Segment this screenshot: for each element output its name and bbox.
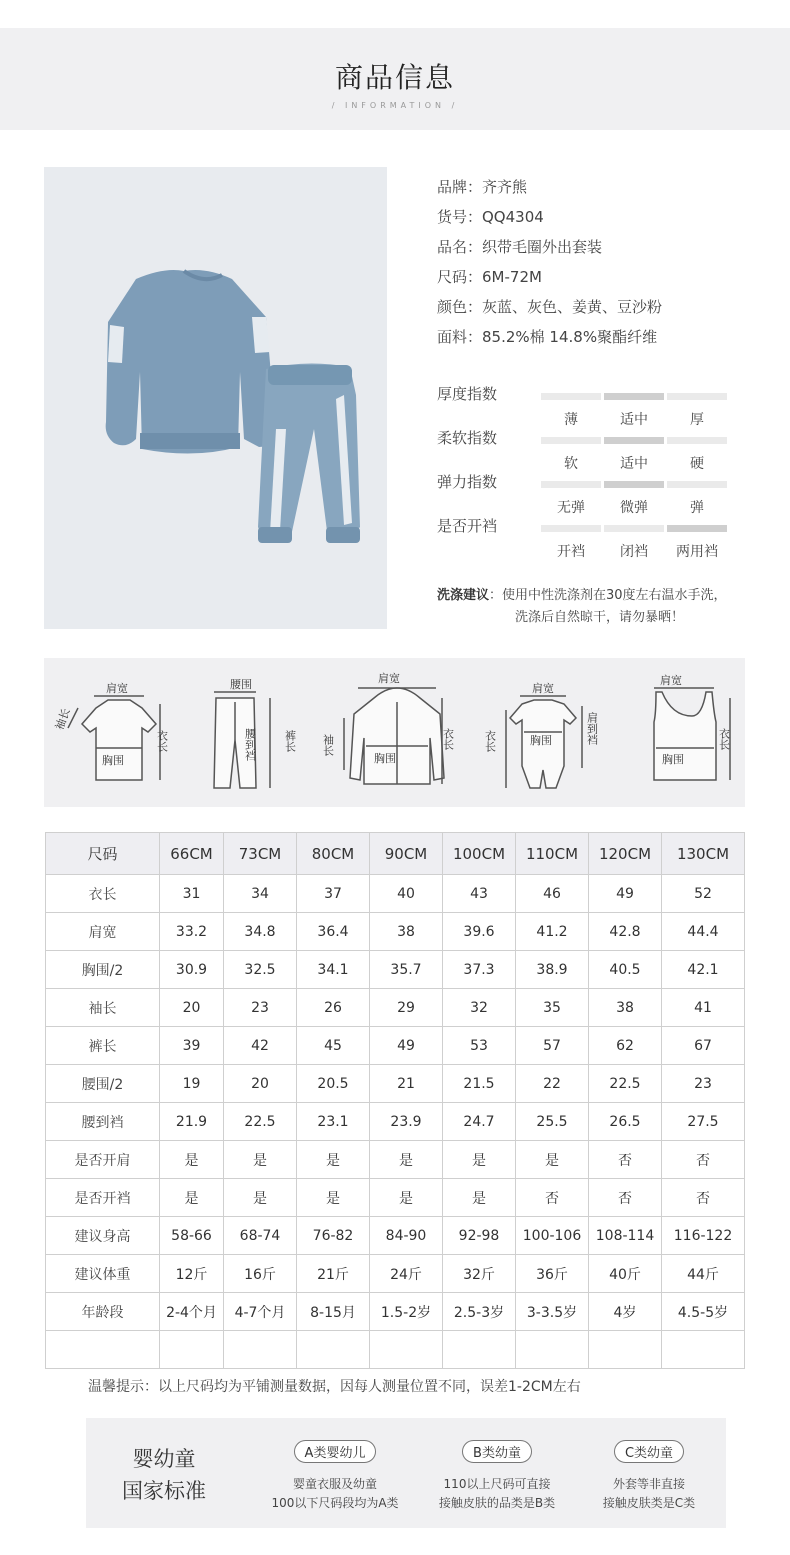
table-cell: 16斤 xyxy=(224,1255,297,1293)
garment-diagrams xyxy=(44,658,745,807)
table-size-header: 80CM xyxy=(297,833,370,875)
table-cell: 42.1 xyxy=(662,951,745,989)
table-row-label xyxy=(46,1331,160,1369)
table-row xyxy=(46,1065,745,1103)
table-cell: 37.3 xyxy=(443,951,516,989)
index-label: 闭裆 xyxy=(620,544,648,560)
info-header xyxy=(0,28,790,130)
index-label: 适中 xyxy=(620,412,648,428)
class-desc-line2: 100以下尺码段均为A类 xyxy=(271,1496,399,1510)
table-cell: 是 xyxy=(370,1179,443,1217)
standard-class-c xyxy=(574,1440,724,1513)
info-colors: 颜色：灰蓝、灰色、姜黄、豆沙粉 xyxy=(437,298,663,316)
index-label: 厚 xyxy=(690,412,704,428)
table-row-label: 衣长 xyxy=(46,875,160,913)
table-cell: 否 xyxy=(662,1141,745,1179)
table-cell: 29 xyxy=(370,989,443,1027)
table-cell: 36斤 xyxy=(516,1255,589,1293)
table-cell: 22 xyxy=(516,1065,589,1103)
table-cell: 12斤 xyxy=(160,1255,224,1293)
table-corner: 尺码 xyxy=(46,833,160,875)
table-cell: 是 xyxy=(224,1179,297,1217)
table-row xyxy=(46,875,745,913)
table-cell: 否 xyxy=(516,1179,589,1217)
table-cell: 34.8 xyxy=(224,913,297,951)
table-row-label: 裤长 xyxy=(46,1027,160,1065)
table-cell: 39.6 xyxy=(443,913,516,951)
table-cell: 4.5-5岁 xyxy=(662,1293,745,1331)
table-cell: 84-90 xyxy=(370,1217,443,1255)
wash-title: 洗涤建议 xyxy=(437,588,490,603)
table-cell: 31 xyxy=(160,875,224,913)
table-cell: 是 xyxy=(443,1141,516,1179)
table-cell: 34 xyxy=(224,875,297,913)
table-cell: 30.9 xyxy=(160,951,224,989)
table-row-label: 肩宽 xyxy=(46,913,160,951)
index-bar xyxy=(541,481,601,488)
standard-class-b xyxy=(422,1440,572,1513)
index-label: 弹 xyxy=(690,500,704,516)
class-desc-line2: 接触皮肤类是C类 xyxy=(602,1496,696,1510)
index-bar xyxy=(541,525,601,532)
table-cell xyxy=(589,1331,662,1369)
table-cell: 20.5 xyxy=(297,1065,370,1103)
tshirt-diagram xyxy=(68,696,160,780)
table-cell: 52 xyxy=(662,875,745,913)
label-length: 衣长 xyxy=(155,730,169,752)
table-cell: 是 xyxy=(443,1179,516,1217)
table-row xyxy=(46,989,745,1027)
table-cell: 1.5-2岁 xyxy=(370,1293,443,1331)
label-jacket-sleeve: 袖长 xyxy=(321,734,335,756)
measurement-tip: 温馨提示：以上尺码均为平铺测量数据，因每人测量位置不同，误差1-2CM左右 xyxy=(88,1379,581,1395)
class-desc xyxy=(260,1475,410,1513)
table-cell: 是 xyxy=(160,1141,224,1179)
table-cell: 53 xyxy=(443,1027,516,1065)
label-romper-shoulder: 肩宽 xyxy=(532,682,554,695)
label-romper-chest: 胸围 xyxy=(530,734,552,747)
info-item-no: 货号：QQ4304 xyxy=(437,208,544,226)
table-cell: 26.5 xyxy=(589,1103,662,1141)
table-cell: 35.7 xyxy=(370,951,443,989)
table-cell: 42.8 xyxy=(589,913,662,951)
table-cell: 23.9 xyxy=(370,1103,443,1141)
table-cell: 58-66 xyxy=(160,1217,224,1255)
table-cell: 否 xyxy=(589,1141,662,1179)
table-cell: 23 xyxy=(662,1065,745,1103)
class-desc-line2: 接触皮肤的品类是B类 xyxy=(438,1496,556,1510)
index-softness xyxy=(437,427,757,472)
label-waist: 腰围 xyxy=(230,678,252,691)
table-row-label: 袖长 xyxy=(46,989,160,1027)
index-bar xyxy=(667,393,727,400)
table-cell: 42 xyxy=(224,1027,297,1065)
standard-title-line2: 国家标准 xyxy=(122,1479,206,1503)
table-row xyxy=(46,1103,745,1141)
table-row xyxy=(46,913,745,951)
label-sleeve: 袖长 xyxy=(52,706,73,732)
label-vest-chest: 胸围 xyxy=(662,753,684,766)
table-cell xyxy=(224,1331,297,1369)
table-cell: 25.5 xyxy=(516,1103,589,1141)
index-name: 厚度指数 xyxy=(437,385,498,403)
table-row xyxy=(46,1027,745,1065)
table-cell: 49 xyxy=(589,875,662,913)
table-row-label: 是否开肩 xyxy=(46,1141,160,1179)
table-cell: 40 xyxy=(370,875,443,913)
table-cell: 20 xyxy=(224,1065,297,1103)
table-cell xyxy=(297,1331,370,1369)
table-row xyxy=(46,951,745,989)
table-row-label: 腰到裆 xyxy=(46,1103,160,1141)
info-fabric: 面料：85.2%棉 14.8%聚酯纤维 xyxy=(437,328,658,346)
table-cell: 否 xyxy=(662,1179,745,1217)
wash-line2: 洗涤后自然晾干，请勿暴晒！ xyxy=(515,610,685,625)
table-cell: 68-74 xyxy=(224,1217,297,1255)
measurement-diagrams xyxy=(44,658,745,807)
table-cell: 67 xyxy=(662,1027,745,1065)
table-cell: 35 xyxy=(516,989,589,1027)
table-cell: 19 xyxy=(160,1065,224,1103)
label-romper-shoulder-crotch: 肩到裆 xyxy=(585,712,599,745)
index-label: 开裆 xyxy=(557,544,585,560)
table-cell xyxy=(443,1331,516,1369)
table-cell: 38.9 xyxy=(516,951,589,989)
index-thickness xyxy=(437,383,757,428)
index-open-crotch xyxy=(437,515,757,560)
national-standard xyxy=(86,1418,726,1528)
table-cell xyxy=(516,1331,589,1369)
table-size-header: 130CM xyxy=(662,833,745,875)
table-cell: 20 xyxy=(160,989,224,1027)
table-cell: 39 xyxy=(160,1027,224,1065)
class-desc xyxy=(422,1475,572,1513)
standard-class-a xyxy=(260,1440,410,1513)
table-cell: 24斤 xyxy=(370,1255,443,1293)
header-title: 商品信息 xyxy=(334,61,455,94)
index-bar-active xyxy=(604,437,664,444)
table-cell: 38 xyxy=(370,913,443,951)
size-table xyxy=(45,832,745,1369)
table-row xyxy=(46,1141,745,1179)
table-row xyxy=(46,1179,745,1217)
table-row-label: 年龄段 xyxy=(46,1293,160,1331)
table-cell: 是 xyxy=(224,1141,297,1179)
table-cell: 46 xyxy=(516,875,589,913)
table-cell: 23 xyxy=(224,989,297,1027)
table-cell: 23.1 xyxy=(297,1103,370,1141)
class-pill: A类婴幼儿 xyxy=(294,1440,377,1463)
class-pill: B类幼童 xyxy=(462,1440,532,1463)
label-vest-length: 衣长 xyxy=(717,728,731,750)
table-cell: 36.4 xyxy=(297,913,370,951)
table-cell: 22.5 xyxy=(224,1103,297,1141)
table-cell: 21.9 xyxy=(160,1103,224,1141)
table-cell: 22.5 xyxy=(589,1065,662,1103)
product-info xyxy=(437,176,662,356)
table-row xyxy=(46,1331,745,1369)
index-bar xyxy=(667,437,727,444)
table-cell: 116-122 xyxy=(662,1217,745,1255)
table-cell: 21斤 xyxy=(297,1255,370,1293)
table-cell: 49 xyxy=(370,1027,443,1065)
table-cell: 33.2 xyxy=(160,913,224,951)
product-photo xyxy=(44,167,387,629)
index-bar-active xyxy=(604,393,664,400)
table-cell: 40斤 xyxy=(589,1255,662,1293)
index-name: 是否开裆 xyxy=(437,517,498,535)
jacket-diagram xyxy=(344,688,444,784)
table-size-header: 110CM xyxy=(516,833,589,875)
table-cell: 38 xyxy=(589,989,662,1027)
table-cell: 27.5 xyxy=(662,1103,745,1141)
index-bar-active xyxy=(604,481,664,488)
table-cell: 45 xyxy=(297,1027,370,1065)
label-chest: 胸围 xyxy=(102,754,124,767)
index-bar xyxy=(667,481,727,488)
table-cell: 是 xyxy=(297,1141,370,1179)
index-label: 微弹 xyxy=(620,500,648,516)
table-row-label: 建议身高 xyxy=(46,1217,160,1255)
info-product-name: 品名：织带毛圈外出套装 xyxy=(437,238,603,256)
label-shoulder: 肩宽 xyxy=(106,682,128,695)
table-cell: 32斤 xyxy=(443,1255,516,1293)
table-cell: 是 xyxy=(370,1141,443,1179)
table-size-header: 90CM xyxy=(370,833,443,875)
table-cell xyxy=(160,1331,224,1369)
label-jacket-shoulder: 肩宽 xyxy=(378,672,400,685)
class-desc-line1: 外套等非直接 xyxy=(612,1477,685,1491)
table-cell: 44.4 xyxy=(662,913,745,951)
table-size-header: 73CM xyxy=(224,833,297,875)
table-size-header: 120CM xyxy=(589,833,662,875)
table-cell xyxy=(370,1331,443,1369)
tracksuit-illustration xyxy=(44,167,387,629)
pants-diagram xyxy=(214,692,270,788)
table-cell: 24.7 xyxy=(443,1103,516,1141)
table-cell: 是 xyxy=(516,1141,589,1179)
index-bar xyxy=(541,437,601,444)
table-row-label: 腰围/2 xyxy=(46,1065,160,1103)
index-bar xyxy=(604,525,664,532)
table-cell xyxy=(662,1331,745,1369)
label-jacket-length: 衣长 xyxy=(441,728,455,750)
index-label: 无弹 xyxy=(557,500,585,516)
table-header-row xyxy=(46,833,745,875)
table-cell: 2.5-3岁 xyxy=(443,1293,516,1331)
table-cell: 41.2 xyxy=(516,913,589,951)
table-cell: 37 xyxy=(297,875,370,913)
label-waist-crotch: 腰到裆 xyxy=(243,728,257,761)
index-label: 薄 xyxy=(564,412,578,428)
index-label: 适中 xyxy=(620,456,648,472)
table-cell: 43 xyxy=(443,875,516,913)
label-vest-shoulder: 肩宽 xyxy=(660,674,682,687)
class-desc xyxy=(574,1475,724,1513)
table-cell: 108-114 xyxy=(589,1217,662,1255)
class-desc-line1: 110以上尺码可直接 xyxy=(443,1477,551,1491)
table-cell: 26 xyxy=(297,989,370,1027)
wash-line1: ：使用中性洗涤剂在30度左右温水手洗， xyxy=(489,588,727,603)
table-cell: 57 xyxy=(516,1027,589,1065)
standard-title-line1: 婴幼童 xyxy=(132,1447,196,1471)
index-bar-active xyxy=(667,525,727,532)
info-size: 尺码：6M-72M xyxy=(437,268,542,286)
table-cell: 100-106 xyxy=(516,1217,589,1255)
table-cell: 62 xyxy=(589,1027,662,1065)
table-cell: 41 xyxy=(662,989,745,1027)
table-row xyxy=(46,1293,745,1331)
table-cell: 32 xyxy=(443,989,516,1027)
table-cell: 否 xyxy=(589,1179,662,1217)
class-desc-line1: 婴童衣服及幼童 xyxy=(292,1477,377,1491)
table-cell: 是 xyxy=(160,1179,224,1217)
table-cell: 44斤 xyxy=(662,1255,745,1293)
class-pill: C类幼童 xyxy=(614,1440,684,1463)
table-cell: 4岁 xyxy=(589,1293,662,1331)
wash-advice xyxy=(437,585,777,629)
info-brand: 品牌：齐齐熊 xyxy=(437,178,528,196)
table-cell: 32.5 xyxy=(224,951,297,989)
index-bar xyxy=(541,393,601,400)
index-name: 弹力指数 xyxy=(437,473,498,491)
index-label: 软 xyxy=(564,456,578,472)
index-elasticity xyxy=(437,471,757,516)
table-row xyxy=(46,1255,745,1293)
index-label: 硬 xyxy=(690,456,704,472)
table-cell: 92-98 xyxy=(443,1217,516,1255)
standard-title xyxy=(114,1443,214,1507)
table-row-label: 是否开裆 xyxy=(46,1179,160,1217)
table-cell: 34.1 xyxy=(297,951,370,989)
table-cell: 40.5 xyxy=(589,951,662,989)
table-row-label: 建议体重 xyxy=(46,1255,160,1293)
table-cell: 2-4个月 xyxy=(160,1293,224,1331)
index-name: 柔软指数 xyxy=(437,429,498,447)
table-row xyxy=(46,1217,745,1255)
label-romper-length: 衣长 xyxy=(483,730,497,752)
header-subtitle: / INFORMATION / xyxy=(331,101,459,110)
table-cell: 8-15月 xyxy=(297,1293,370,1331)
table-cell: 21.5 xyxy=(443,1065,516,1103)
label-jacket-chest: 胸围 xyxy=(374,752,396,765)
label-pants-length: 裤长 xyxy=(283,730,297,752)
table-row-label: 胸围/2 xyxy=(46,951,160,989)
table-cell: 76-82 xyxy=(297,1217,370,1255)
table-cell: 4-7个月 xyxy=(224,1293,297,1331)
table-cell: 3-3.5岁 xyxy=(516,1293,589,1331)
table-size-header: 66CM xyxy=(160,833,224,875)
table-size-header: 100CM xyxy=(443,833,516,875)
index-label: 两用裆 xyxy=(676,544,718,560)
table-cell: 21 xyxy=(370,1065,443,1103)
table-cell: 是 xyxy=(297,1179,370,1217)
